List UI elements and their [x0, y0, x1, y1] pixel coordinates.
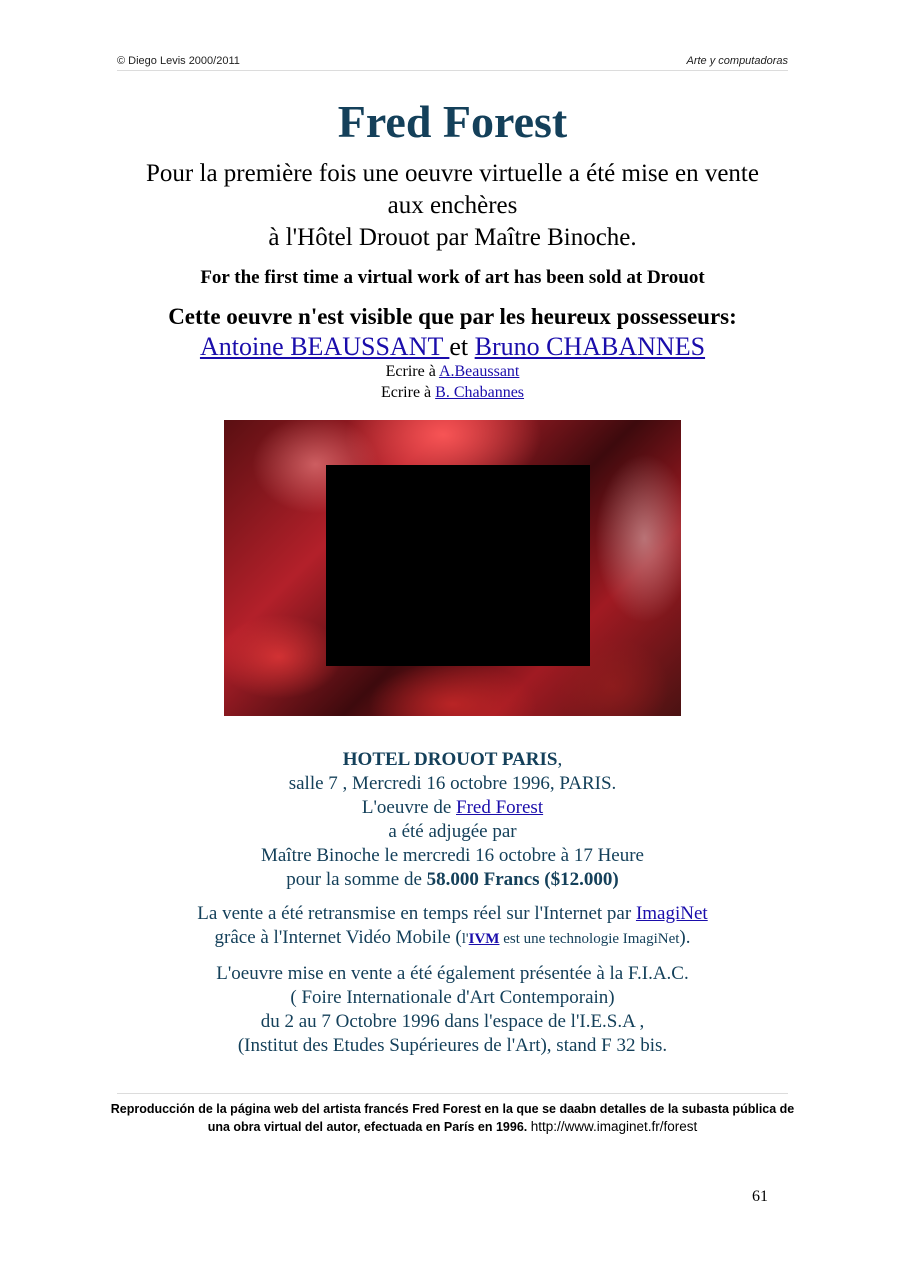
sale-venue: HOTEL DROUOT PARIS [342, 749, 558, 770]
fiac-line-4: (Institut des Etudes Supérieures de l'Art), stand F 32 bis. [237, 1035, 668, 1056]
sale-price-line [0, 868, 905, 892]
artwork-image [224, 420, 681, 716]
subtitle-line-2: aux enchères [387, 192, 518, 219]
sale-venue-line [0, 748, 905, 772]
owners-names [0, 331, 905, 363]
caption-url: http://www.imaginet.fr/forest [530, 1119, 698, 1134]
broadcast-prefix: La vente a été retransmise en temps réel sur l'Internet par [197, 903, 632, 924]
owners-conjunction: et [449, 332, 469, 361]
write-prefix-2: Ecrire à [380, 384, 432, 401]
broadcast-small-note: est une technologie ImagiNet [499, 931, 680, 947]
broadcast-details [0, 902, 905, 951]
write-link-beaussant[interactable]: A.Beaussant [438, 363, 520, 380]
sale-artist-prefix: L'oeuvre de [361, 797, 452, 818]
figure-caption [105, 1101, 800, 1136]
artwork-black-square [326, 465, 590, 666]
subtitle-line-3: à l'Hôtel Drouot par Maître Binoche. [268, 224, 637, 251]
ivm-link[interactable]: IVM [468, 931, 500, 947]
broadcast-line-2 [0, 926, 905, 951]
sale-adjudicated-line: a été adjugée par [388, 821, 517, 842]
broadcast-line-1 [0, 902, 905, 926]
imaginet-link[interactable]: ImagiNet [635, 903, 708, 924]
caption-text: Reproducción de la página web del artista francés Fred Forest en la que se daabn detalles de la subasta pública de una obra virtual del autor, efectuada en París en 1996. [110, 1102, 795, 1134]
write-link-chabannes[interactable]: B. Chabannes [435, 384, 525, 401]
fiac-details [0, 962, 905, 1058]
header-copyright: © Diego Levis 2000/2011 [117, 55, 240, 67]
sale-price-prefix: pour la somme de [286, 869, 422, 890]
subtitle-line-1: Pour la première fois une oeuvre virtuelle a été mise en vente [146, 160, 759, 187]
subtitle [100, 158, 805, 254]
header-book-title: Arte y computadoras [686, 55, 788, 67]
sale-auctioneer-line: Maître Binoche le mercredi 16 octobre à 17 Heure [260, 845, 644, 866]
english-subtitle: For the first time a virtual work of art has been sold at Drouot [200, 267, 705, 288]
footer-divider [117, 1093, 788, 1094]
broadcast-line-2-suffix: ). [679, 927, 691, 948]
page-header [117, 54, 788, 71]
owner-link-beaussant[interactable]: Antoine BEAUSSANT [199, 332, 450, 361]
fred-forest-link[interactable]: Fred Forest [456, 797, 544, 818]
sale-date-line: salle 7 , Mercredi 16 octobre 1996, PARIS. [288, 773, 617, 794]
write-line-1 [0, 362, 905, 382]
page-title: Fred Forest [337, 96, 568, 147]
write-prefix-1: Ecrire à [385, 363, 436, 380]
broadcast-line-2-prefix: grâce à l'Internet Vidéo Mobile ( [214, 927, 462, 948]
sale-artist-line [0, 796, 905, 820]
fiac-line-2: ( Foire Internationale d'Art Contemporain) [290, 987, 615, 1008]
sale-details [0, 748, 905, 892]
sale-price-amount: 58.000 Francs ($12.000) [426, 869, 619, 890]
owners-intro: Cette oeuvre n'est visible que par les heureux possesseurs: [168, 304, 737, 329]
owner-link-chabannes[interactable]: Bruno CHABANNES [474, 332, 706, 361]
fiac-line-3: du 2 au 7 Octobre 1996 dans l'espace de l'I.E.S.A , [260, 1011, 645, 1032]
fiac-line-1: L'oeuvre mise en vente a été également présentée à la F.I.A.C. [216, 963, 689, 984]
broadcast-small-l: l' [461, 931, 469, 947]
write-line-2 [0, 383, 905, 403]
sale-venue-suffix: , [557, 749, 563, 770]
page-number: 61 [752, 1188, 768, 1205]
